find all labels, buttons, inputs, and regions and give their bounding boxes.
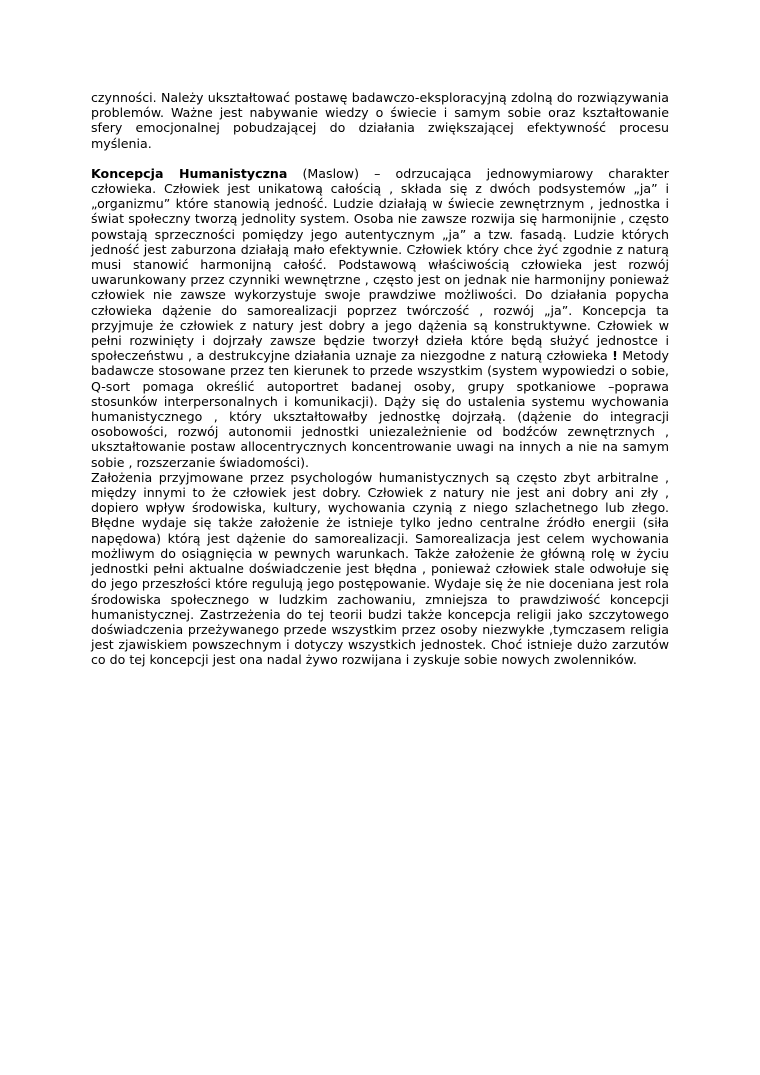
intro-paragraph: czynności. Należy ukształtować postawę badawczo-eksploracyjną zdolną do rozwiązywania problemów. Ważne jest nabywanie wiedzy o świecie i samym sobie oraz kształtowanie sfery emocjonalnej pobudzającej do działania zwiększającej efektywność procesu myślenia. (91, 90, 669, 151)
exclamation-mark: ! (612, 348, 618, 364)
section-body-part-2: Metody badawcze stosowane przez ten kierunek to przede wszystkim (system wypowiedzi o sobie, Q-sort pomaga określić autoportret badanej osoby, grupy spotkaniowe –poprawa stosunków interpersonalnych i komunikacji). Dąży się do ustalenia systemu wychowania humanistycznego , który ukształtowałby jednostkę dojrzałą. (dążenie do integracji osobowości, rozwój autonomii jednostki uniezależnienie od bodźców zewnętrznych , ukształtowanie postaw allocentrycznych koncentrowanie uwagi na innych a nie na samym sobie , rozszerzanie świadomości). (91, 348, 669, 470)
assumptions-paragraph: Założenia przyjmowane przez psychologów humanistycznych są często zbyt arbitralne , między innymi to że człowiek jest dobry. Człowiek z natury nie jest ani dobry ani zły , dopiero wpływ środowiska, kultury, wychowania czynią z niego szlachetnego lub złego. Błędne wydaje się także założenie że istnieje tylko jedno centralne źródło energii (siła napędowa) którą jest dążenie do samorealizacji. Samorealizacja jest celem wychowania możliwym do osiągnięcia w pewnych warunkach. Także założenie że główną rolę w życiu jednostki pełni aktualne doświadczenie jest błędna , ponieważ człowiek stale odwołuje się do jego przeszłości które regulują jego postępowanie. Wydaje się że nie doceniana jest rola środowiska społecznego w ludzkim zachowaniu, zmniejsza to prawdziwość koncepcji humanistycznej. Zastrzeżenia do tej teorii budzi także koncepcja religii jako szczytowego doświadczenia przeżywanego przede wszystkim przez osoby niezwykłe ,tymczasem religia jest zjawiskiem powszechnym i dotyczy wszystkich jednostek. Choć istnieje dużo zarzutów co do tej koncepcji jest ona nadal żywo rozwijana i zyskuje sobie nowych zwolenników. (91, 469, 669, 668)
section-body-part-1: – odrzucająca jednowymiarowy charakter człowieka. Człowiek jest unikatową całością , składa się z dwóch podsystemów „ja” i „organizmu” które stanowią jedność. Ludzie działają w świecie zewnętrznym , jednostka i świat społeczny tworzą jednolity system. Osoba nie zawsze rozwija się harmonijnie , często powstają sprzeczności pomiędzy jego autentycznym „ja” a tzw. fasadą. Ludzie których jedność jest zaburzona działają mało efektywnie. Człowiek który chce żyć zgodnie z naturą musi stanowić harmonijną całość. Podstawową właściwością człowieka jest rozwój uwarunkowany przez czynniki wewnętrzne , często jest on jednak nie harmonijny ponieważ człowiek nie zawsze wykorzystuje swoje prawdziwe możliwości. Do działania popycha człowieka dążenie do samorealizacji poprzez twórczość , rozwój „ja”. Koncepcja ta przyjmuje że człowiek z natury jest dobry a jego dążenia są konstruktywne. Człowiek w pełni rozwinięty i dojrzały zawsze będzie tworzył dzieła które będą służyć jednostce i społeczeństwu , a destrukcyjne działania uznaje za niezgodne z naturą człowieka (91, 165, 669, 364)
document-body (91, 90, 669, 668)
section-title: Koncepcja Humanistyczna (91, 165, 288, 181)
paragraph-spacer (91, 151, 669, 166)
humanistic-concept-paragraph (91, 166, 669, 470)
section-author: (Maslow) (287, 165, 359, 181)
